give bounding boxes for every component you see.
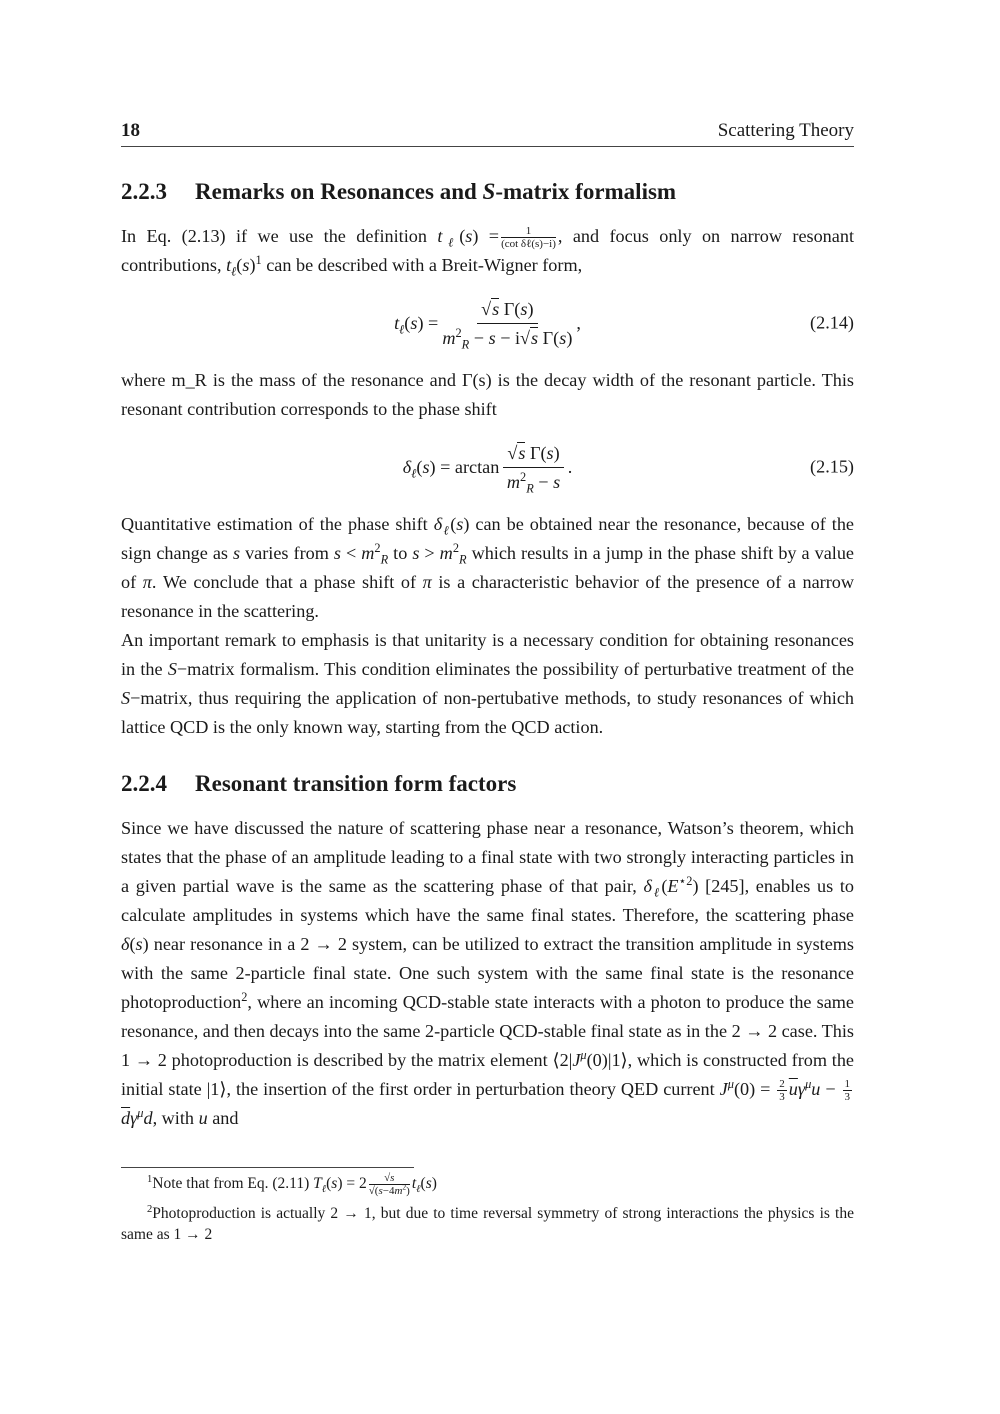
footnote-mark-1[interactable]: 1 <box>255 252 262 267</box>
equation-number: (2.14) <box>810 312 854 333</box>
footnote-mark-2[interactable]: 2 <box>241 989 248 1004</box>
equation-number: (2.15) <box>810 456 854 477</box>
footnote-rule <box>121 1167 414 1168</box>
equation-2-14: $t_\ell(s)$ = $\frac{\text{√s Γ(s)}}{m^2_R - s - i√s \Gamma(s)}$ , (2.14) <box>394 298 854 352</box>
body-text <box>121 176 854 1133</box>
paragraph: where m_R is the mass of the resonance and Γ(s) is the decay width of the resonant particle. This resonant contribution corresponds to the phase shift <box>121 370 854 419</box>
page-number: 18 <box>121 120 140 141</box>
running-header <box>121 120 854 147</box>
paragraph: In Eq. (2.13) if we use the definition $t_\ell(s)$ = $\frac{1}{\text{(cot δℓ(s)−i)}}$ , and focus only on narrow resonant contributions, $t_\ell(s)^1$ can be described with a Breit-Wigner form, <box>121 225 854 279</box>
equation-2-15: $\delta_\ell(s) = \arctan$ $\frac{\text{√s Γ(s)}}{m^2_R - s}$ . (2.15) <box>402 442 854 496</box>
footnote-1: $^1$Note that from Eq. (2.11) $T_\ell(s) = 2$ $\frac{√s}{√(s-4m^2)}$ $t_\ell(s)$ <box>147 1172 437 1197</box>
paragraph: An important remark to emphasis is that unitarity is a necessary condition for obtaining resonances in the S−matrix formalism. This condition eliminates the possibility of perturbative treatment of the S−matrix, thus requiring the application of non-pertubative methods, to study resonances of which lattice QCD is the only known way, starting from the QCD action. <box>121 630 854 737</box>
paragraph: Since we have discussed the nature of scattering phase near a resonance, Watson’s theorem, which states that the phase of an amplitude leading to a final state with two strongly interacting particles in a given partial wave is the same as the scattering phase of that pair, $\delta_\ell(E^{⋆2})$ [245], enables us to calculate amplitudes in systems which have the same final states. Therefore, the scattering phase δ(s) near resonance in a 2 → 2 system, can be utilized to extract the transition amplitude in systems with the same 2-particle final state. One such system with the same final state is the resonance photoproduction$^2$, where an incoming QCD-stable state interacts with a photon to produce the same resonance, and then decays into the same 2-particle QCD-stable final state as in the 2 → 2 case. This 1 → 2 photoproduction is described by the matrix element $⟨2|J^\mu(0)|1⟩$, which is constructed from the initial state |1⟩, the insertion of the first order in perturbation theory QED current $J^\mu(0)$ = $\frac{2}{3}$ $\overline{u}\gamma^\mu u$ − $\frac{1}{3}$ $\overline{d}\gamma^\mu d$, with u and <box>121 818 854 1128</box>
footnotes <box>121 1172 854 1245</box>
section-heading-2-2-4: 2.2.4 Resonant transition form factors <box>121 771 517 796</box>
running-title: Scattering Theory <box>717 120 854 141</box>
section-heading-2-2-3: 2.2.3 Remarks on Resonances and S-matrix formalism <box>121 179 677 204</box>
paragraph: Quantitative estimation of the phase shift $\delta_\ell(s)$ can be obtained near the resonance, because of the sign change as s varies from $s < m^2_R$ to $s > m^2_R$ which results in a jump in the phase shift by a value of π. We conclude that a phase shift of π is a characteristic behavior of the presence of a narrow resonance in the scattering. <box>121 514 855 621</box>
footnote-2: $^2$Photoproduction is actually 2 → 1, but due to time reversal symmetry of strong interactions the physics is the same as 1 → 2 <box>121 1203 854 1243</box>
